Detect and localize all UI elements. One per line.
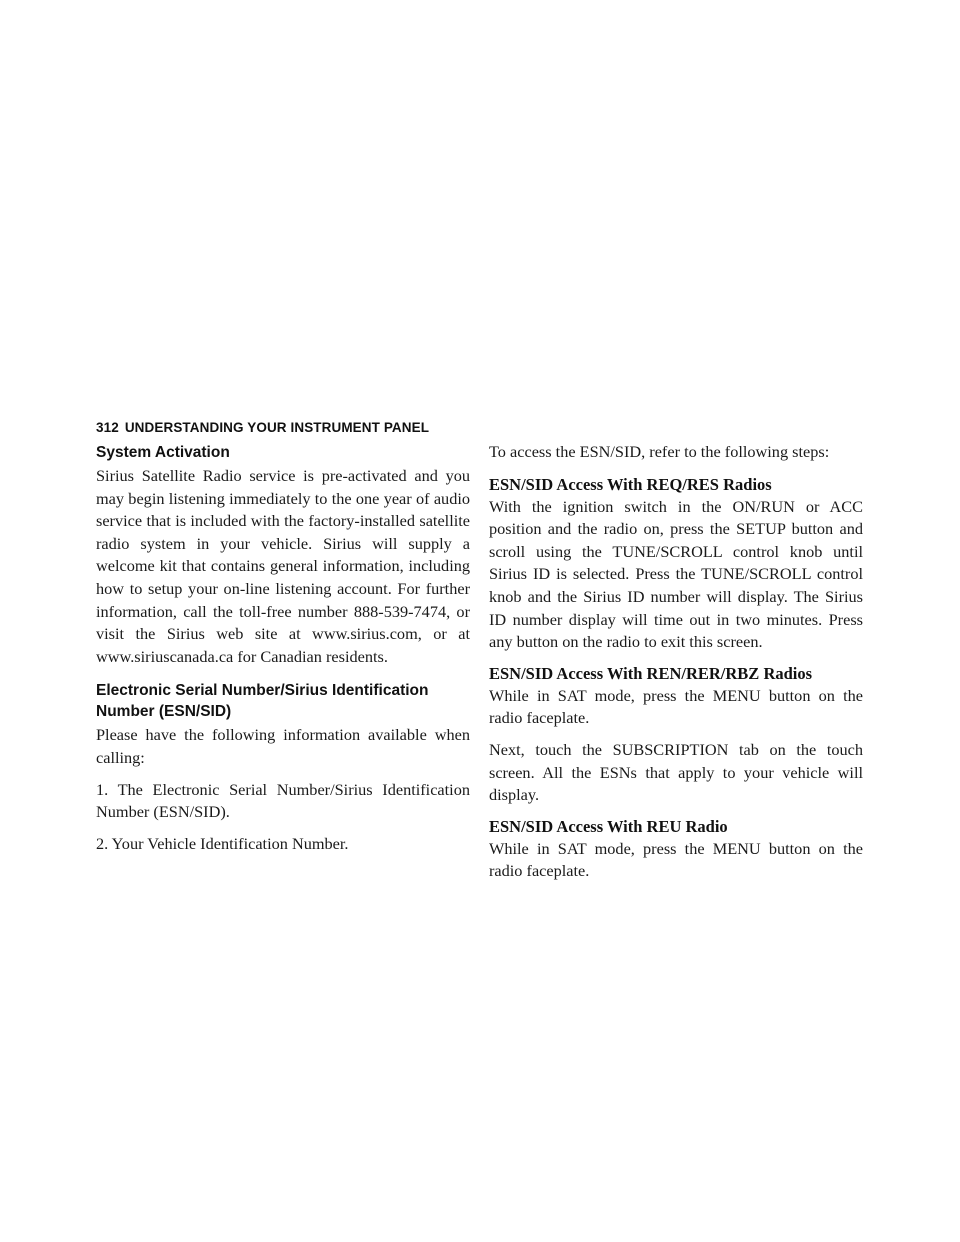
reu-paragraph: While in SAT mode, press the MENU button on the radio faceplate.	[489, 838, 863, 881]
page-number: 312	[96, 420, 119, 435]
ren-rer-rbz-paragraph-1: While in SAT mode, press the MENU button on the radio faceplate.	[489, 685, 863, 728]
system-activation-paragraph: Sirius Satellite Radio service is pre-activated and you may begin listening immediately to the one year of audio service that is included with the factory-installed satellite radio system in your vehicle. Sirius will supply a welcome kit that contains general information, including how to setup your on-line listening account. For further information, call the toll-free number 888-539-7474, or visit the Sirius web site at www.sirius.com, or at www.siriuscanada.ca for Canadian residents.	[96, 466, 470, 666]
ren-rer-rbz-heading: ESN/SID Access With REN/RER/RBZ Radios	[489, 663, 813, 683]
req-res-paragraph: With the ignition switch in the ON/RUN or ACC position and the radio on, press the SETUP button and scroll using the TUNE/SCROLL control knob until Sirius ID is selected. Press the TUNE/SCROLL control knob and the Sirius ID number will display. The Sirius ID number display will time out in two minutes. Press any button on the radio to exit this screen.	[489, 496, 863, 652]
access-intro-paragraph: To access the ESN/SID, refer to the following steps:	[489, 442, 830, 461]
right-column	[489, 438, 863, 892]
reu-heading: ESN/SID Access With REU Radio	[489, 816, 728, 836]
section-title: UNDERSTANDING YOUR INSTRUMENT PANEL	[124, 420, 430, 435]
left-column	[96, 438, 470, 864]
ren-rer-rbz-paragraph-2: Next, touch the SUBSCRIPTION tab on the touch screen. All the ESNs that apply to your vehicle will display.	[489, 739, 863, 805]
esn-list-item-2: 2. Your Vehicle Identification Number.	[96, 833, 349, 853]
system-activation-heading: System Activation	[96, 444, 230, 461]
req-res-heading: ESN/SID Access With REQ/RES Radios	[489, 474, 772, 494]
page-header	[96, 418, 864, 438]
header-text	[96, 418, 437, 438]
esn-intro-paragraph: Please have the following information available when calling:	[96, 725, 470, 767]
esn-list-item-1: 1. The Electronic Serial Number/Sirius Identification Number (ESN/SID).	[96, 779, 470, 822]
esn-heading: Electronic Serial Number/Sirius Identification Number (ESN/SID)	[96, 682, 429, 721]
